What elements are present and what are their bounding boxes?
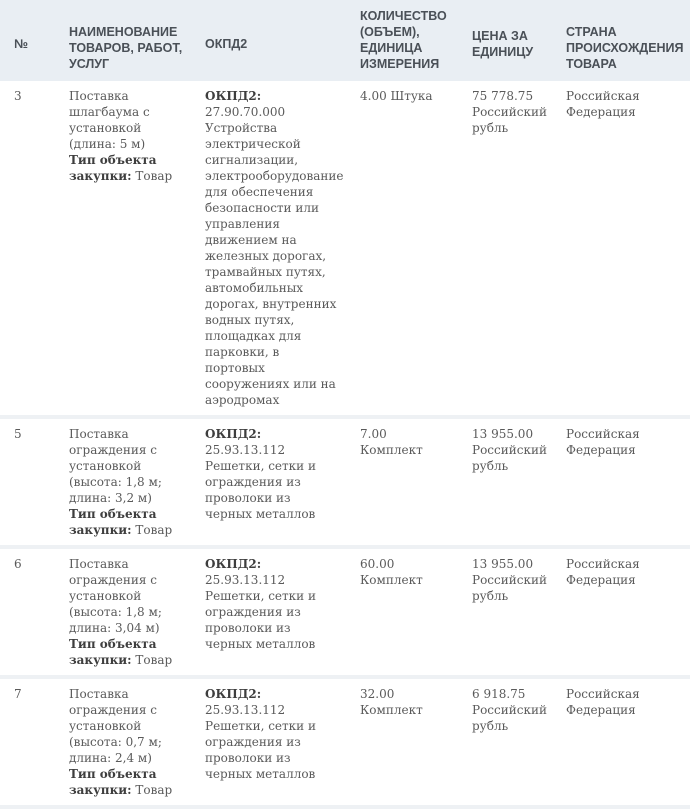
- item-type-value: Товар: [135, 653, 173, 667]
- okpd-code: 25.93.13.112: [205, 573, 286, 587]
- item-type-label: Тип объекта закупки:: [69, 637, 157, 667]
- item-name: Поставка ограждения с установкой (высота: 1,8 м; длина: 3,2 м): [69, 427, 162, 505]
- country-cell: Российская Федерация: [552, 549, 690, 679]
- country-cell: Российская Федерация: [552, 679, 690, 809]
- price-cell: 13 955.00 Российский рубль: [458, 549, 552, 679]
- row-number: 6: [0, 549, 55, 679]
- okpd-description: Решетки, сетки и ограждения из проволоки из черных металлов: [205, 459, 316, 521]
- table-header-row: [0, 0, 690, 81]
- okpd-description: Решетки, сетки и ограждения из проволоки из черных металлов: [205, 589, 316, 651]
- quantity-cell: 60.00 Комплект: [346, 549, 458, 679]
- table-row: [0, 679, 690, 809]
- quantity-cell: 7.00 Комплект: [346, 419, 458, 549]
- okpd-label: ОКПД2:: [205, 427, 262, 441]
- country-cell: Российская Федерация: [552, 81, 690, 419]
- okpd-label: ОКПД2:: [205, 89, 262, 103]
- row-number: 5: [0, 419, 55, 549]
- item-type-value: Товар: [135, 169, 173, 183]
- table-row: [0, 419, 690, 549]
- item-name-cell: [55, 419, 191, 549]
- okpd-label: ОКПД2:: [205, 557, 262, 571]
- table-row: [0, 81, 690, 419]
- okpd-label: ОКПД2:: [205, 687, 262, 701]
- item-name: Поставка ограждения с установкой (высота: 1,8 м; длина: 3,04 м): [69, 557, 162, 635]
- okpd-cell: [191, 81, 346, 419]
- column-header-number: №: [0, 0, 55, 81]
- okpd-cell: [191, 419, 346, 549]
- price-cell: 6 918.75 Российский рубль: [458, 679, 552, 809]
- item-type-label: Тип объекта закупки:: [69, 507, 157, 537]
- item-name-cell: [55, 679, 191, 809]
- country-cell: Российская Федерация: [552, 419, 690, 549]
- column-header-name: НАИМЕНОВАНИЕ ТОВАРОВ, РАБОТ, УСЛУГ: [55, 0, 191, 81]
- okpd-code: 25.93.13.112: [205, 703, 286, 717]
- item-name: Поставка ограждения с установкой (высота: 0,7 м; длина: 2,4 м): [69, 687, 162, 765]
- item-name: Поставка шлагбаума с установкой (длина: 5 м): [69, 89, 150, 151]
- okpd-code: 25.93.13.112: [205, 443, 286, 457]
- item-type-label: Тип объекта закупки:: [69, 153, 157, 183]
- row-number: 3: [0, 81, 55, 419]
- okpd-cell: [191, 679, 346, 809]
- okpd-description: Решетки, сетки и ограждения из проволоки из черных металлов: [205, 719, 316, 781]
- row-number: 7: [0, 679, 55, 809]
- column-header-price: ЦЕНА ЗА ЕДИНИЦУ: [458, 0, 552, 81]
- price-cell: 75 778.75 Российский рубль: [458, 81, 552, 419]
- item-name-cell: [55, 549, 191, 679]
- okpd-cell: [191, 549, 346, 679]
- price-cell: 13 955.00 Российский рубль: [458, 419, 552, 549]
- item-type-value: Товар: [135, 783, 173, 797]
- okpd-code: 27.90.70.000: [205, 105, 286, 119]
- column-header-quantity: КОЛИЧЕСТВО (ОБЪЕМ), ЕДИНИЦА ИЗМЕРЕНИЯ: [346, 0, 458, 81]
- item-type-label: Тип объекта закупки:: [69, 767, 157, 797]
- quantity-cell: 32.00 Комплект: [346, 679, 458, 809]
- column-header-country: СТРАНА ПРОИСХОЖДЕНИЯ ТОВАРА: [552, 0, 690, 81]
- item-type-value: Товар: [135, 523, 173, 537]
- quantity-cell: 4.00 Штука: [346, 81, 458, 419]
- column-header-okpd: ОКПД2: [191, 0, 346, 81]
- table-row: [0, 549, 690, 679]
- okpd-description: Устройства электрической сигнализации, электрооборудование для обеспечения безопасности или управления движением на железных дорогах, трамвайных путях, автомобильных дорогах, внутренних водных путях, площадках для парковки, в портовых сооружениях или на аэродромах: [205, 121, 344, 407]
- item-name-cell: [55, 81, 191, 419]
